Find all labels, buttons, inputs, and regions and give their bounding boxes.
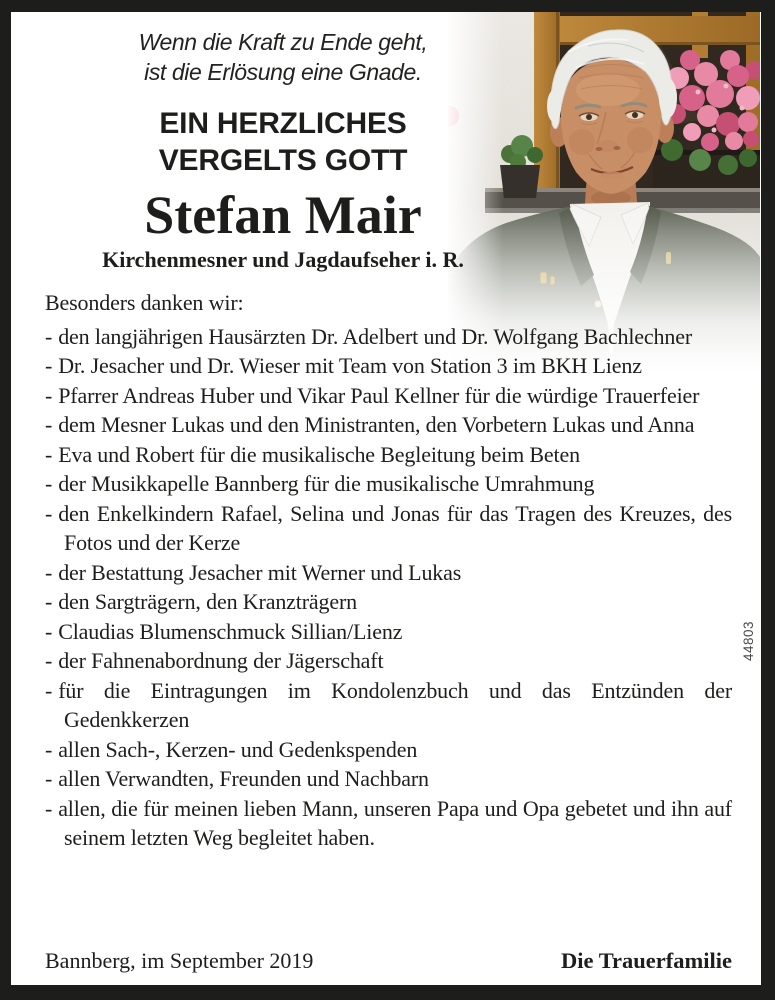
thanks-item-text: Eva und Robert für die musikalische Begleitung beim Beten	[58, 441, 580, 467]
thanks-item-text: allen Sach-, Kerzen- und Gedenkspenden	[58, 736, 418, 762]
bullet-dash: -	[45, 323, 53, 349]
thanks-intro: Besonders danken wir:	[45, 290, 244, 315]
mourning-family-signature: Die Trauerfamilie	[561, 948, 732, 973]
thanks-item-text: Claudias Blumenschmuck Sillian/Lienz	[58, 618, 403, 644]
thanks-item	[45, 381, 732, 411]
thanks-item	[45, 617, 732, 647]
thanks-item	[45, 351, 732, 381]
thanks-item	[45, 587, 732, 617]
bullet-dash: -	[45, 736, 53, 762]
thanks-item	[45, 676, 732, 735]
motto	[11, 27, 555, 87]
footer	[45, 948, 732, 974]
bullet-dash: -	[45, 795, 53, 821]
thanks-item	[45, 558, 732, 588]
sheet-number: 44803	[741, 620, 756, 662]
thanks-item-text: den Enkelkindern Rafael, Selina und Jonas für das Tragen des Kreuzes, des Fotos und der Kerze	[58, 500, 732, 555]
motto-line-2: ist die Erlösung eine Gnade.	[144, 59, 422, 85]
bullet-dash: -	[45, 382, 53, 408]
bullet-dash: -	[45, 648, 53, 673]
thanks-item-text: der Bestattung Jesacher mit Werner und Lukas	[58, 559, 462, 585]
headline-line-2: VERGELTS GOTT	[158, 144, 408, 177]
header	[11, 12, 555, 273]
thanks-item-text: für die Eintragungen im Kondolenzbuch und das Entzünden der Gedenkkerzen	[58, 677, 732, 732]
bullet-dash: -	[45, 471, 53, 496]
bullet-dash: -	[45, 677, 53, 703]
headline-line-1: EIN HERZLICHES	[159, 107, 407, 140]
thanks-item	[45, 646, 732, 676]
thanks-item	[45, 764, 732, 794]
bullet-dash: -	[45, 589, 53, 614]
thanks-item	[45, 469, 732, 499]
thanks-item-text: Dr. Jesacher und Dr. Wieser mit Team von Station 3 im BKH Lienz	[58, 353, 642, 378]
thanks-item-text: allen Verwandten, Freunden und Nachbarn	[58, 766, 429, 791]
thanks-item-text: dem Mesner Lukas und den Ministranten, den Vorbetern Lukas und Anna	[58, 412, 695, 437]
bullet-dash: -	[45, 441, 53, 467]
thanks-item	[45, 440, 732, 470]
thanks-item-text: den Sargträgern, den Kranzträgern	[58, 589, 358, 614]
motto-line-1: Wenn die Kraft zu Ende geht,	[138, 29, 428, 55]
bullet-dash: -	[45, 766, 53, 791]
thanks-item-text: den langjährigen Hausärzten Dr. Adelbert und Dr. Wolfgang Bachlechner	[58, 323, 693, 349]
thanks-section	[45, 288, 732, 853]
bullet-dash: -	[45, 412, 53, 437]
thanks-item	[45, 499, 732, 558]
bullet-dash: -	[45, 559, 53, 585]
headline	[11, 105, 555, 179]
thanks-item-text: der Fahnenabordnung der Jägerschaft	[58, 648, 384, 673]
thanks-item	[45, 794, 732, 853]
deceased-name: Stefan Mair	[144, 185, 422, 245]
bullet-dash: -	[45, 353, 53, 378]
bullet-dash: -	[45, 500, 53, 526]
thanks-item	[45, 322, 732, 352]
thanks-item-text: allen, die für meinen lieben Mann, unseren Papa und Opa gebetet und ihn auf seinem letzten Weg begleitet haben.	[58, 795, 732, 850]
thanks-item-text: Pfarrer Andreas Huber und Vikar Paul Kellner für die würdige Trauerfeier	[58, 382, 700, 408]
thanks-item	[45, 410, 732, 440]
thanks-item	[45, 735, 732, 765]
place-date: Bannberg, im September 2019	[45, 948, 314, 973]
deceased-title: Kirchenmesner und Jagdaufseher i. R.	[102, 247, 464, 272]
thanks-item-text: der Musikkapelle Bannberg für die musikalische Umrahmung	[58, 471, 595, 496]
bullet-dash: -	[45, 618, 53, 644]
